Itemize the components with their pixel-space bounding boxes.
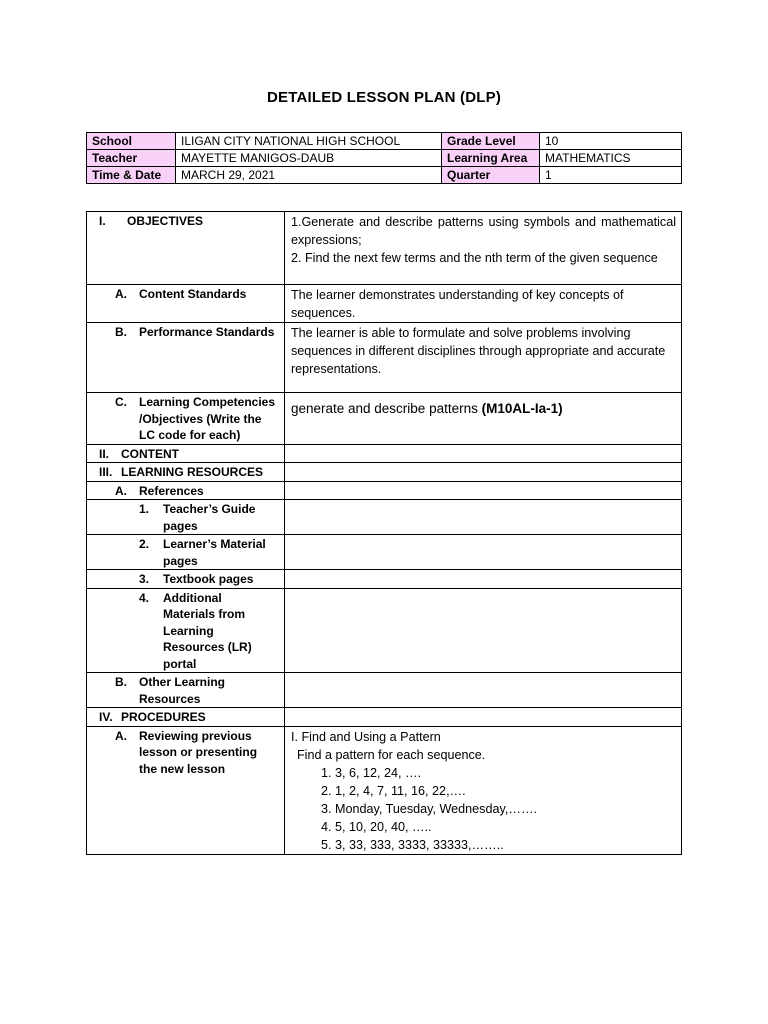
empty-cell [284,444,681,463]
lc-code: (M10AL-Ia-1) [481,401,563,416]
item-label: Teacher’s Guide pages [163,502,256,533]
section-label: CONTENT [121,446,179,461]
item-label: Additional Materials from Learning Resources (LR) portal [163,590,252,671]
table-row [87,150,682,167]
empty-cell [284,535,681,570]
item-marker: 3. [139,572,150,586]
activity-subheading: Find a pattern for each sequence. [296,747,486,762]
table-row [87,726,682,854]
learning-resources-cell [87,463,285,482]
grade-level-label: Grade Level [442,133,540,150]
item-marker: A. [115,728,127,743]
other-resources-cell [87,673,285,708]
objectives-cell [87,212,285,285]
section-label: PROCEDURES [121,710,206,724]
item-marker: A. [115,287,127,301]
item-marker: 4. [139,590,150,605]
empty-cell [284,588,681,673]
section-marker: IV. [99,710,113,724]
section-marker: II. [99,446,110,461]
table-row [87,570,682,589]
table-row [87,708,682,727]
learning-area-value: MATHEMATICS [540,150,682,167]
table-row [87,444,682,463]
content-standards-cell [87,285,285,323]
item-marker: B. [115,675,127,689]
objective-1: 1.Generate and describe patterns using symbols and mathematical expressions; [290,215,676,247]
school-label: School [87,133,176,150]
list-item: 2. 1, 2, 4, 7, 11, 16, 22,…. [320,783,466,798]
item-label: Reviewing previous lesson or presenting the new lesson [139,728,258,776]
section-label: OBJECTIVES [127,214,204,228]
empty-cell [284,500,681,535]
item-label: Content Standards [139,287,247,301]
table-row [87,285,682,323]
performance-standards-cell [87,323,285,393]
teacher-label: Teacher [87,150,176,167]
table-row [87,481,682,500]
section-marker: III. [99,465,113,479]
competencies-text-cell [284,393,681,445]
time-date-label: Time & Date [87,167,176,184]
empty-cell [284,463,681,482]
list-item: 4. 5, 10, 20, 40, ….. [320,819,432,834]
objectives-text-cell [284,212,681,285]
list-item: 3. Monday, Tuesday, Wednesday,……. [320,801,538,816]
school-value: ILIGAN CITY NATIONAL HIGH SCHOOL [176,133,442,150]
reviewing-cell [87,726,285,854]
activity-heading: I. Find and Using a Pattern [290,729,441,744]
item-label: Performance Standards [139,325,275,339]
competencies-cell [87,393,285,445]
ref-item-cell [87,500,285,535]
item-marker: 2. [139,537,150,551]
procedures-cell [87,708,285,727]
references-cell [87,481,285,500]
section-label: LEARNING RESOURCES [121,465,264,479]
ref-item-cell [87,535,285,570]
empty-cell [284,570,681,589]
empty-cell [284,673,681,708]
competency-text: generate and describe patterns [290,401,482,416]
table-row [87,535,682,570]
learning-area-label: Learning Area [442,150,540,167]
performance-standards-text: The learner is able to formulate and solve problems involving sequences in different disciplines through appropriate and accurate representations. [284,323,681,393]
quarter-value: 1 [540,167,682,184]
item-marker: A. [115,483,127,498]
table-row [87,133,682,150]
reviewing-text-cell [284,726,681,854]
item-label: Learning Competencies /Objectives (Write the LC code for each) [139,395,276,442]
teacher-value: MAYETTE MANIGOS-DAUB [176,150,442,167]
objective-2: 2. Find the next few terms and the nth term of the given sequence [290,251,658,265]
grade-level-value: 10 [540,133,682,150]
table-row [87,588,682,673]
table-row [87,167,682,184]
table-row [87,323,682,393]
item-marker: 1. [139,502,150,516]
quarter-label: Quarter [442,167,540,184]
page-title: DETAILED LESSON PLAN (DLP) [266,89,502,106]
list-item: 1. 3, 6, 12, 24, …. [320,765,422,780]
time-date-value: MARCH 29, 2021 [176,167,442,184]
empty-cell [284,708,681,727]
empty-cell [284,481,681,500]
header-info-table [86,132,682,184]
item-marker: B. [115,325,127,339]
ref-item-cell [87,588,285,673]
table-row [87,673,682,708]
lesson-plan-table [86,211,682,855]
table-row [87,212,682,285]
content-standards-text: The learner demonstrates understanding of key concepts of sequences. [284,285,681,323]
content-cell [87,444,285,463]
item-label: Learner’s Material pages [163,537,266,568]
item-marker: C. [115,395,127,409]
table-row [87,463,682,482]
section-marker: I. [99,214,106,228]
item-label: References [139,483,204,498]
list-item: 5. 3, 33, 333, 3333, 33333,…….. [320,837,504,852]
item-label: Textbook pages [163,572,254,586]
item-label: Other Learning Resources [139,675,226,706]
ref-item-cell [87,570,285,589]
table-row [87,393,682,445]
table-row [87,500,682,535]
